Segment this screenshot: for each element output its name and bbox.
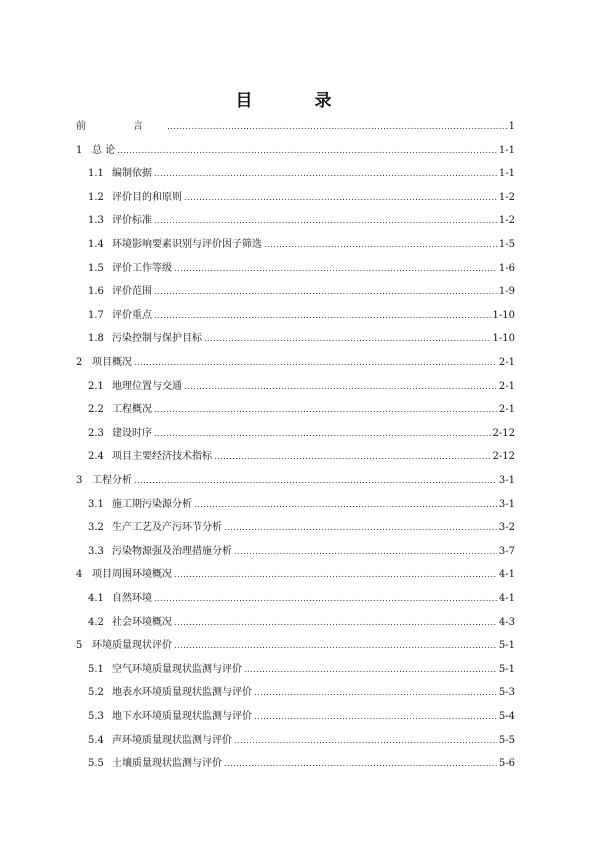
toc-entry-label: 项目周围环境概况 xyxy=(92,569,172,581)
dot-leader xyxy=(134,356,497,370)
toc-entry-label: 自然环境 xyxy=(112,593,152,604)
toc-entry-label: 评价工作等级 xyxy=(112,262,172,274)
toc-entry-number: 4 xyxy=(76,569,83,581)
toc-entry-number: 4.1 xyxy=(88,593,104,604)
toc-entry[interactable] xyxy=(88,214,515,228)
toc-entry-number: 5.1 xyxy=(88,663,104,675)
toc-entry[interactable] xyxy=(88,545,515,559)
toc-entry-number: 3.1 xyxy=(88,498,104,510)
toc-entry[interactable] xyxy=(88,663,515,677)
toc-entry-page: 5-1 xyxy=(498,663,515,675)
toc-entry-number: 5.2 xyxy=(88,687,104,699)
toc-entry-page: 3-1 xyxy=(498,475,515,486)
toc-entry[interactable] xyxy=(88,167,515,181)
toc-entry-number: 3.3 xyxy=(88,545,104,557)
toc-entry-page: 4-1 xyxy=(498,569,515,581)
toc-entry-page: 3-2 xyxy=(498,522,515,534)
toc-entry-number: 2 xyxy=(76,357,83,368)
toc-entry-label: 地下水环境质量现状监测与评价 xyxy=(112,711,252,722)
toc-entry-page: 1-1 xyxy=(498,144,515,156)
dot-leader xyxy=(174,262,497,276)
dot-leader xyxy=(214,450,491,464)
toc-entry-number: 2.4 xyxy=(88,451,104,463)
toc-entry-label: 土壤质量现状监测与评价 xyxy=(112,758,222,770)
toc-entry-number: 1.8 xyxy=(88,333,104,345)
toc-entry-label: 工程分析 xyxy=(92,475,132,486)
dot-leader xyxy=(154,214,497,228)
toc-entry[interactable] xyxy=(76,144,515,158)
dot-leader xyxy=(154,427,491,441)
toc-entry-page: 4-3 xyxy=(498,616,515,628)
toc-entry-number: 5.3 xyxy=(88,711,104,722)
toc-entry[interactable] xyxy=(88,710,515,724)
dot-leader xyxy=(264,238,497,252)
dot-leader xyxy=(167,120,506,134)
toc-entry-page: 4-1 xyxy=(498,593,515,604)
toc-entry-label: 工程概况 xyxy=(112,404,152,416)
toc-entry-page: 1-5 xyxy=(498,239,515,250)
toc-entry-label: 评价目的和原则 xyxy=(112,191,182,203)
toc-entry-page: 5-5 xyxy=(498,734,515,746)
dot-leader xyxy=(154,285,497,299)
toc-entry-label: 编制依据 xyxy=(112,168,152,180)
toc-entry-number: 1.5 xyxy=(88,262,104,274)
toc-entry[interactable] xyxy=(88,450,515,464)
toc-entry-number: 2.2 xyxy=(88,404,104,416)
toc-entry-page: 1-10 xyxy=(492,309,515,321)
toc-entry-page: 1-10 xyxy=(492,333,515,345)
toc-entry-label: 建设时序 xyxy=(112,427,152,439)
toc-entry[interactable] xyxy=(88,757,515,771)
toc-entry[interactable] xyxy=(76,474,515,488)
toc-entry[interactable] xyxy=(88,616,515,630)
toc-entry-number: 1.1 xyxy=(88,168,104,180)
toc-entry-page: 2-12 xyxy=(492,451,515,463)
toc-entry[interactable] xyxy=(88,332,515,346)
toc-entry[interactable] xyxy=(76,120,515,134)
dot-leader xyxy=(254,710,497,724)
toc-entry[interactable] xyxy=(76,356,515,370)
dot-leader xyxy=(234,734,497,748)
dot-leader xyxy=(234,545,497,559)
toc-entry-label: 施工期污染源分析 xyxy=(112,498,192,510)
toc-entry-label: 空气环境质量现状监测与评价 xyxy=(112,663,242,675)
toc-entry[interactable] xyxy=(88,427,515,441)
toc-entry-label: 评价重点 xyxy=(112,309,152,321)
dot-leader xyxy=(154,592,497,606)
toc-entry-label: 生产工艺及产污环节分析 xyxy=(112,522,222,534)
toc-entry-page: 5-4 xyxy=(498,711,515,722)
toc-entry-page: 2-1 xyxy=(498,357,515,368)
toc-entry-page: 2-1 xyxy=(498,404,515,416)
toc-entry-number: 3 xyxy=(76,475,83,486)
toc-entry-page: 3-7 xyxy=(498,545,515,557)
toc-entry-page: 5-6 xyxy=(498,758,515,770)
dot-leader xyxy=(174,616,497,630)
toc-entry-label: 评价标准 xyxy=(112,215,152,227)
dot-leader xyxy=(204,332,491,346)
dot-leader xyxy=(194,498,497,512)
toc-entry-page: 1-2 xyxy=(498,191,515,203)
toc-entry[interactable] xyxy=(88,285,515,299)
toc-entry-number: 1.7 xyxy=(88,309,104,321)
toc-entry-number: 5.5 xyxy=(88,758,104,770)
dot-leader xyxy=(174,639,497,653)
toc-entry[interactable] xyxy=(88,734,515,748)
toc-entry-number: 2.1 xyxy=(88,380,104,392)
toc-title: 目 录 xyxy=(235,91,360,111)
toc-entry[interactable] xyxy=(88,262,515,276)
dot-leader xyxy=(174,568,497,582)
dot-leader xyxy=(154,403,497,417)
toc-entry-page: 5-3 xyxy=(498,687,515,699)
toc-entry[interactable] xyxy=(88,521,515,535)
toc-entry-number: 3.2 xyxy=(88,522,104,534)
toc-entry-page: 3-1 xyxy=(498,498,515,510)
toc-entry-page: 2-12 xyxy=(492,427,515,439)
toc-entry[interactable] xyxy=(88,309,515,323)
toc-entry-label: 总 论 xyxy=(92,144,116,156)
toc-entry-number: 1.6 xyxy=(88,286,104,298)
dot-leader xyxy=(224,521,497,535)
toc-entry-label: 环境影响要素识别与评价因子筛选 xyxy=(112,239,262,250)
toc-entry-label: 项目概况 xyxy=(92,357,132,368)
toc-entry-number: 1 xyxy=(76,144,83,156)
toc-entry-label: 地理位置与交通 xyxy=(112,380,182,392)
dot-leader xyxy=(244,663,497,677)
toc-entry-page: 1-1 xyxy=(498,168,515,180)
toc-entry-label: 声环境质量现状监测与评价 xyxy=(112,734,232,746)
dot-leader xyxy=(254,686,497,700)
toc-entry-number: 1.2 xyxy=(88,191,104,203)
toc-entry[interactable] xyxy=(88,191,515,205)
dot-leader xyxy=(154,309,491,323)
toc-entry[interactable] xyxy=(88,498,515,512)
dot-leader xyxy=(184,380,497,394)
toc-entry-number: 4.2 xyxy=(88,616,104,628)
dot-leader xyxy=(134,474,497,488)
toc-entry-number: 1.4 xyxy=(88,239,104,250)
toc-entry[interactable] xyxy=(88,238,515,252)
toc-entry-label: 地表水环境质量现状监测与评价 xyxy=(112,687,252,699)
toc-entry-label: 社会环境概况 xyxy=(112,616,172,628)
toc-entry-page: 1-6 xyxy=(498,262,515,274)
toc-entry-label: 前 言 xyxy=(76,121,166,132)
toc-entry-page: 1-2 xyxy=(498,215,515,227)
dot-leader xyxy=(184,191,497,205)
toc-entry-label: 评价范围 xyxy=(112,286,152,298)
toc-entry-number: 5.4 xyxy=(88,734,104,746)
toc-entry-page: 1 xyxy=(508,121,515,132)
dot-leader xyxy=(154,167,497,181)
toc-entry[interactable] xyxy=(88,403,515,417)
toc-entry-number: 1.3 xyxy=(88,215,104,227)
toc-entry[interactable] xyxy=(88,380,515,394)
toc-entry-page: 5-1 xyxy=(498,640,515,652)
toc-entry-page: 2-1 xyxy=(498,380,515,392)
toc-entry-label: 污染控制与保护目标 xyxy=(112,333,202,345)
toc-entry[interactable] xyxy=(88,686,515,700)
toc-entry-page: 1-9 xyxy=(498,286,515,298)
toc-entry[interactable] xyxy=(76,639,515,653)
toc-entry-label: 环境质量现状评价 xyxy=(92,640,172,652)
toc-entry-label: 项目主要经济技术指标 xyxy=(112,451,212,463)
toc-entry-label: 污染物源强及治理措施分析 xyxy=(112,545,232,557)
toc-entry[interactable] xyxy=(76,568,515,582)
dot-leader xyxy=(117,144,497,158)
toc-entry-number: 5 xyxy=(76,640,83,652)
dot-leader xyxy=(224,757,497,771)
toc-entry-number: 2.3 xyxy=(88,427,104,439)
toc-entry[interactable] xyxy=(88,592,515,606)
